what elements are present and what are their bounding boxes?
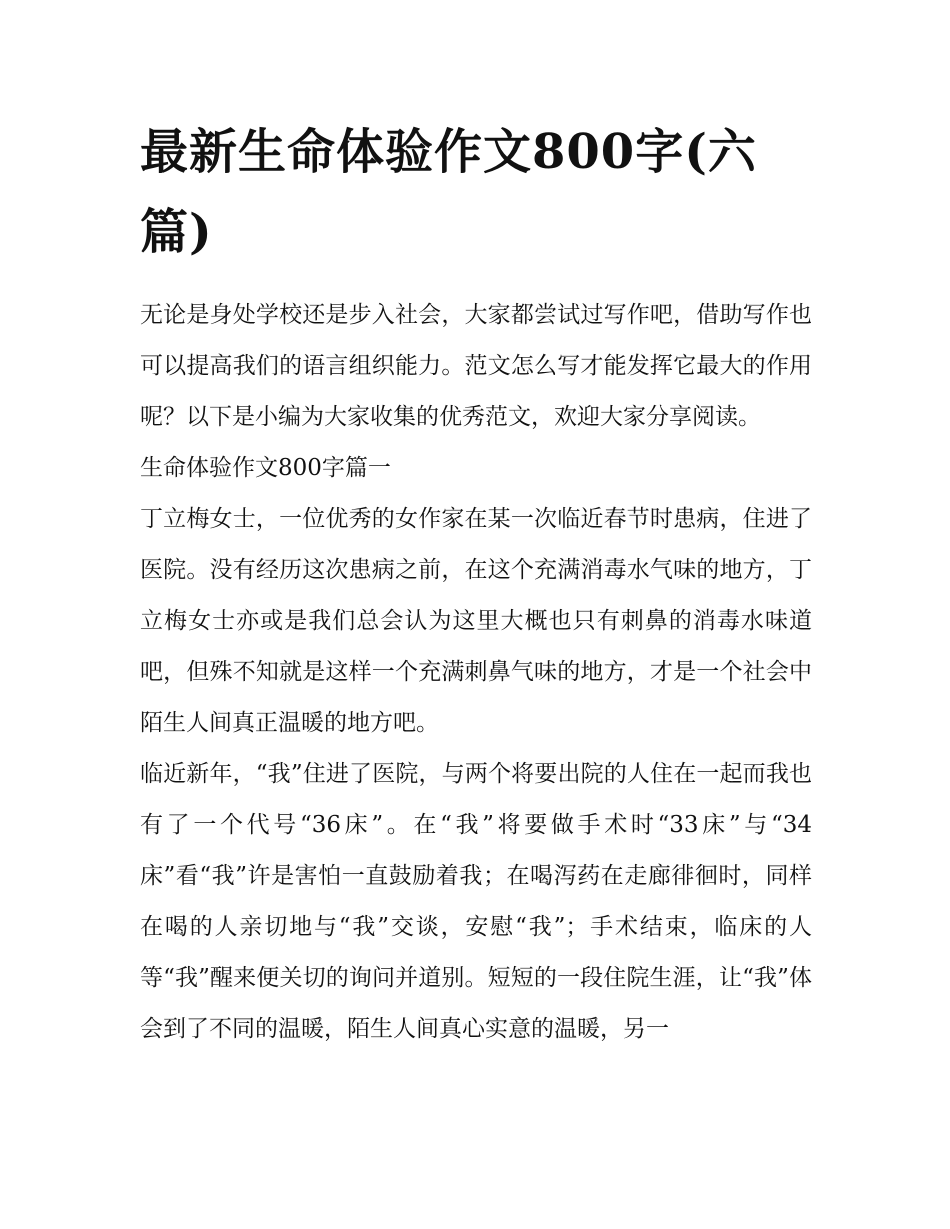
body-paragraph: 丁立梅女士，一位优秀的女作家在某一次临近春节时患病，住进了医院。没有经历这次患病之前，在这个充满消毒水气味的地方，丁立梅女士亦或是我们总会认为这里大概也只有刺鼻的消毒水味道吧，但殊不知就是这样一个充满刺鼻气味的地方，才是一个社会中陌生人间真正温暖的地方吧。 [140,506,812,736]
document-body [140,112,812,1055]
document-title: 最新生命体验作文800字(六篇) [140,124,757,260]
intro-paragraph: 无论是身处学校还是步入社会，大家都尝试过写作吧，借助写作也可以提高我们的语言组织能力。范文怎么写才能发挥它最大的作用呢？以下是小编为大家收集的优秀范文，欢迎大家分享阅读。 [140,302,812,430]
body-paragraph: 临近新年，“我”住进了医院，与两个将要出院的人住在一起而我也有了一个代号“36床”。在“我”将要做手术时“33床”与“34床”看“我”许是害怕一直鼓励着我；在喝泻药在走廊徘徊时，同样在喝的人亲切地与“我”交谈，安慰“我”；手术结束，临床的人等“我”醒来便关切的询问并道别。短短的一段住院生涯，让“我”体会到了不同的温暖，陌生人间真心实意的温暖，另一 [140,761,812,1042]
section-heading: 生命体验作文800字篇一 [140,455,391,481]
